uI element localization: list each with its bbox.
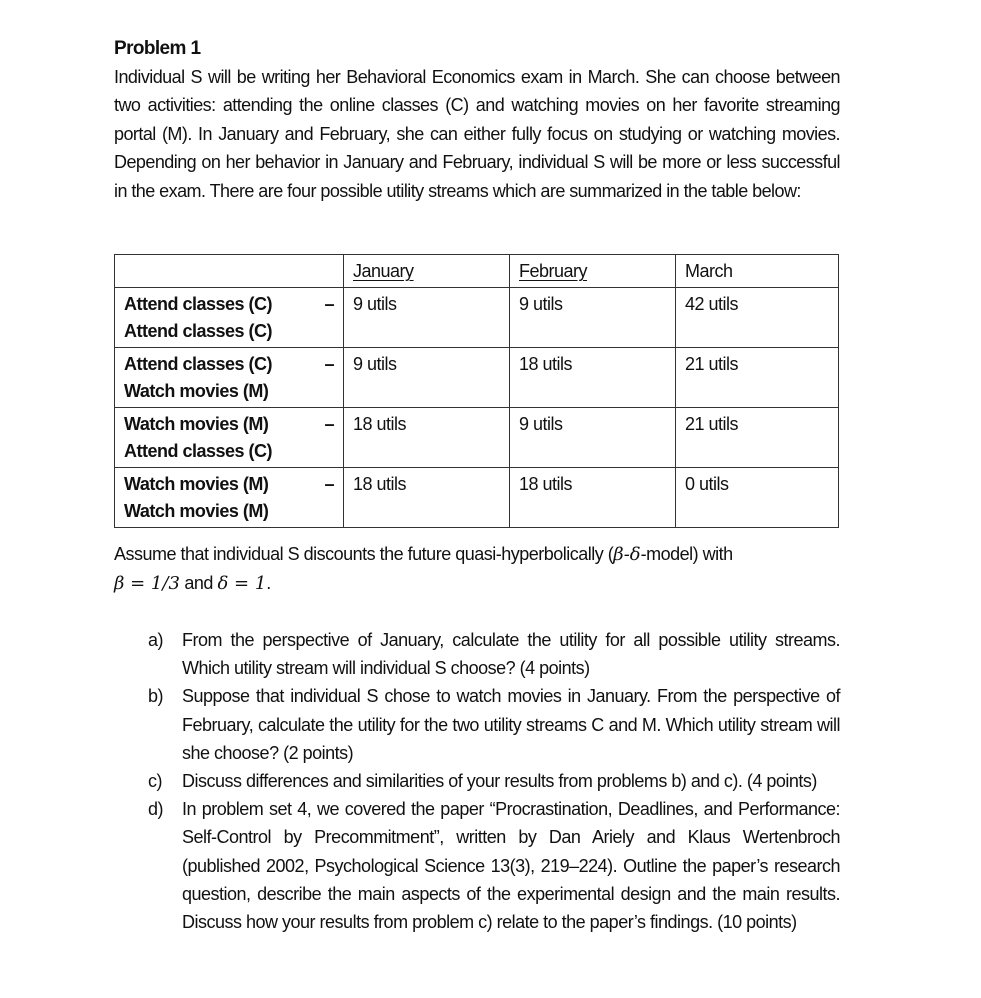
- table-row: [115, 348, 839, 408]
- header-march: March: [685, 261, 733, 281]
- row-label-first: Attend classes (C): [124, 354, 273, 374]
- question-text: Discuss differences and similarities of your results from problems b) and c). (4 points): [182, 771, 817, 792]
- table-cell: 18 utils: [344, 468, 510, 528]
- table-cell: 21 utils: [676, 348, 839, 408]
- header-cell: [510, 255, 676, 288]
- row-label-second: Attend classes (C): [124, 441, 273, 461]
- row-label-second: Watch movies (M): [124, 501, 269, 521]
- header-cell: [344, 255, 510, 288]
- row-label: [115, 468, 344, 528]
- assumption-text-mid: -model) with: [640, 544, 733, 564]
- question-text: From the perspective of January, calculate the utility for all possible utility streams. Which utility stream will individual S choose? (4 points): [182, 630, 840, 679]
- header-january: January: [353, 261, 414, 281]
- row-label: [115, 288, 344, 348]
- row-label-first: Watch movies (M): [124, 414, 269, 434]
- table-row: [115, 408, 839, 468]
- row-label-dash: –: [324, 414, 334, 434]
- table-cell: 9 utils: [510, 408, 676, 468]
- header-cell: [676, 255, 839, 288]
- problem-intro: Individual S will be writing her Behavioral Economics exam in March. She can choose between two activities: attending the online classes (C) and watching movies on her favorite streaming portal (M). In January and February, she can either fully focus on studying or watching movies. Depending on her behavior in January and February, individual S will be more or less successful in the exam. There are four possible utility streams which are summarized in the table below:: [114, 67, 840, 201]
- table-corner-cell: [115, 255, 344, 288]
- utility-stream-table: [114, 254, 839, 528]
- assumption-text: Assume that individual S discounts the future quasi-hyperbolically (: [114, 544, 614, 564]
- list-item: [148, 626, 840, 682]
- question-label: b): [148, 686, 164, 707]
- question-text: Suppose that individual S chose to watch movies in January. From the perspective of February, calculate the utility for the two utility streams C and M. Which utility stream will she choose? (2 points): [182, 686, 840, 763]
- row-label-second: Attend classes (C): [124, 321, 273, 341]
- beta-delta-symbol: β-δ: [613, 544, 641, 565]
- table-row: [115, 288, 839, 348]
- table-cell: 9 utils: [344, 288, 510, 348]
- beta-value: β = 1/3: [114, 573, 180, 594]
- table-cell: 9 utils: [510, 288, 676, 348]
- question-text: In problem set 4, we covered the paper “Procrastination, Deadlines, and Performance: Self-Control by Precommitment”, written by Dan Ariely and Klaus Wertenbroch (published 2002, Psychological Science 13(3), 219–224). Outline the paper’s research question, describe the main aspects of the experimental design and the main results. Discuss how your results from problem c) relate to the paper’s findings. (10 points): [182, 799, 840, 933]
- row-label-dash: –: [324, 354, 334, 374]
- table-header-row: [115, 255, 839, 288]
- question-list: [148, 626, 840, 936]
- table-cell: 42 utils: [676, 288, 839, 348]
- row-label-dash: –: [324, 294, 334, 314]
- list-item: [148, 795, 840, 936]
- row-label: [115, 348, 344, 408]
- row-label-first: Watch movies (M): [124, 474, 269, 494]
- row-label-second: Watch movies (M): [124, 381, 269, 401]
- table-row: [115, 468, 839, 528]
- table-cell: 18 utils: [510, 348, 676, 408]
- question-label: c): [148, 771, 162, 792]
- table-cell: 18 utils: [510, 468, 676, 528]
- header-february: February: [519, 261, 588, 281]
- table-cell: 9 utils: [344, 348, 510, 408]
- table-cell: 0 utils: [676, 468, 839, 528]
- list-item: [148, 767, 840, 795]
- row-label: [115, 408, 344, 468]
- assumption-and: and: [179, 573, 218, 593]
- assumption-end: .: [266, 573, 271, 593]
- row-label-dash: –: [324, 474, 334, 494]
- question-label: d): [148, 799, 164, 820]
- list-item: [148, 682, 840, 767]
- question-label: a): [148, 630, 164, 650]
- problem-title: Problem 1: [114, 38, 201, 59]
- problem-document: [114, 35, 840, 933]
- delta-value: δ = 1: [217, 573, 267, 594]
- table-cell: 18 utils: [344, 408, 510, 468]
- assumption-paragraph: [114, 540, 840, 598]
- table-cell: 21 utils: [676, 408, 839, 468]
- row-label-first: Attend classes (C): [124, 294, 273, 314]
